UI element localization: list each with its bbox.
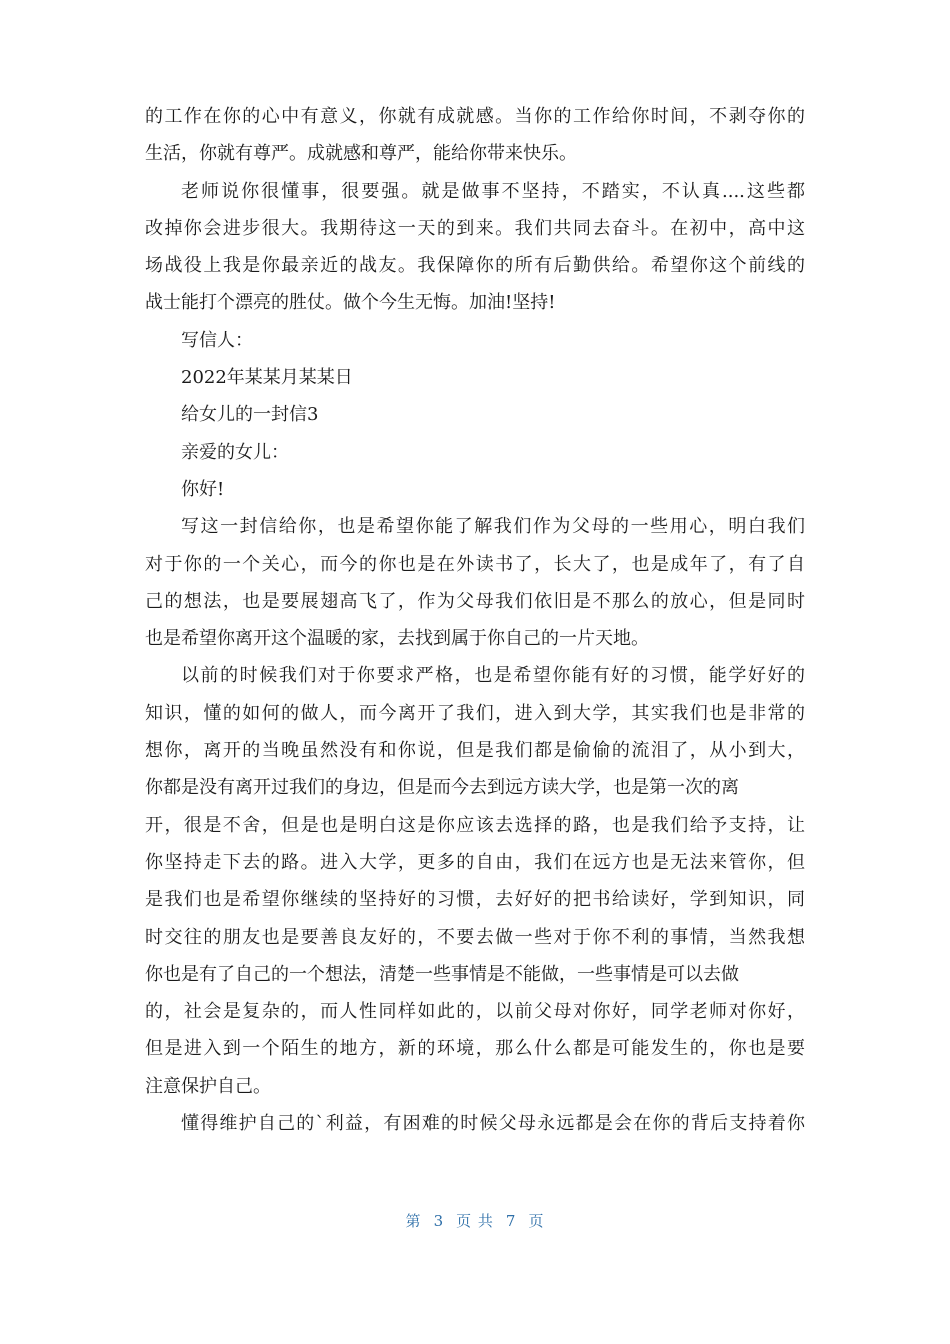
footer-label-of: 页 共 <box>456 1212 494 1230</box>
text-line: 你都是没有离开过我们的身边，但是而今去到远方读大学，也是第一次的离 <box>145 777 739 799</box>
text-line: 己的想法，也是要展翅高飞了，作为父母我们依旧是不那么的放心，但是同时 <box>145 590 805 612</box>
footer-label-end: 页 <box>528 1212 545 1230</box>
text-line: 写这一封信给你，也是希望你能了解我们作为父母的一些用心，明白我们 <box>181 516 805 538</box>
text-line: 开，很是不舍，但是也是明白这是你应该去选择的路，也是我们给予支持，让 <box>145 814 805 836</box>
text-line: 的工作在你的心中有意义，你就有成就感。当你的工作给你时间，不剥夺你的 <box>145 106 805 127</box>
text-line: 你也是有了自己的一个想法，清楚一些事情是不能做，一些事情是可以去做 <box>145 963 739 985</box>
text-line: 你好! <box>181 478 225 500</box>
text-line: 知识，懂的如何的做人，而今离开了我们，进入到大学，其实我们也是非常的 <box>145 702 805 724</box>
text-line: 想你，离开的当晚虽然没有和你说，但是我们都是偷偷的流泪了，从小到大， <box>145 740 805 762</box>
text-line: 2022年某某月某某日 <box>181 367 353 389</box>
text-line: 对于你的一个关心，而今的你也是在外读书了，长大了，也是成年了，有了自 <box>145 553 805 575</box>
page-footer <box>0 1210 950 1231</box>
text-line: 时交往的朋友也是要善良友好的，不要去做一些对于你不利的事情，当然我想 <box>145 926 805 948</box>
document-body <box>145 98 805 1142</box>
text-line: 写信人： <box>181 329 253 351</box>
footer-total-pages: 7 <box>505 1212 517 1230</box>
text-line: 也是希望你离开这个温暖的家，去找到属于你自己的一片天地。 <box>145 628 649 650</box>
text-line: 老师说你很懂事，很要强。就是做事不坚持，不踏实，不认真....这些都 <box>181 180 805 202</box>
text-line: 给女儿的一封信3 <box>181 404 319 426</box>
text-line: 注意保护自己。 <box>145 1075 271 1097</box>
text-line: 生活，你就有尊严。成就感和尊严，能给你带来快乐。 <box>145 143 577 165</box>
footer-current-page: 3 <box>433 1212 445 1230</box>
footer-label-page: 第 <box>405 1212 422 1230</box>
text-line: 以前的时候我们对于你要求严格，也是希望你能有好的习惯，能学好好的 <box>181 665 805 687</box>
text-line: 是我们也是希望你继续的坚持好的习惯，去好好的把书给读好，学到知识，同 <box>145 889 805 911</box>
text-line: 战士能打个漂亮的胜仗。做个今生无悔。加油!坚持! <box>145 292 556 314</box>
text-line: 改掉你会进步很大。我期待这一天的到来。我们共同去奋斗。在初中，高中这 <box>145 217 805 239</box>
text-line: 亲爱的女儿： <box>181 441 289 463</box>
text-line: 你坚持走下去的路。进入大学，更多的自由，我们在远方也是无法来管你，但 <box>145 851 805 873</box>
text-line: 的，社会是复杂的，而人性同样如此的，以前父母对你好，同学老师对你好， <box>145 1001 805 1023</box>
text-line: 场战役上我是你最亲近的战友。我保障你的所有后勤供给。希望你这个前线的 <box>145 255 805 277</box>
text-line: 但是进入到一个陌生的地方，新的环境，那么什么都是可能发生的，你也是要 <box>145 1038 805 1060</box>
text-line: 懂得维护自己的`利益，有困难的时候父母永远都是会在你的背后支持着你 <box>181 1113 805 1135</box>
